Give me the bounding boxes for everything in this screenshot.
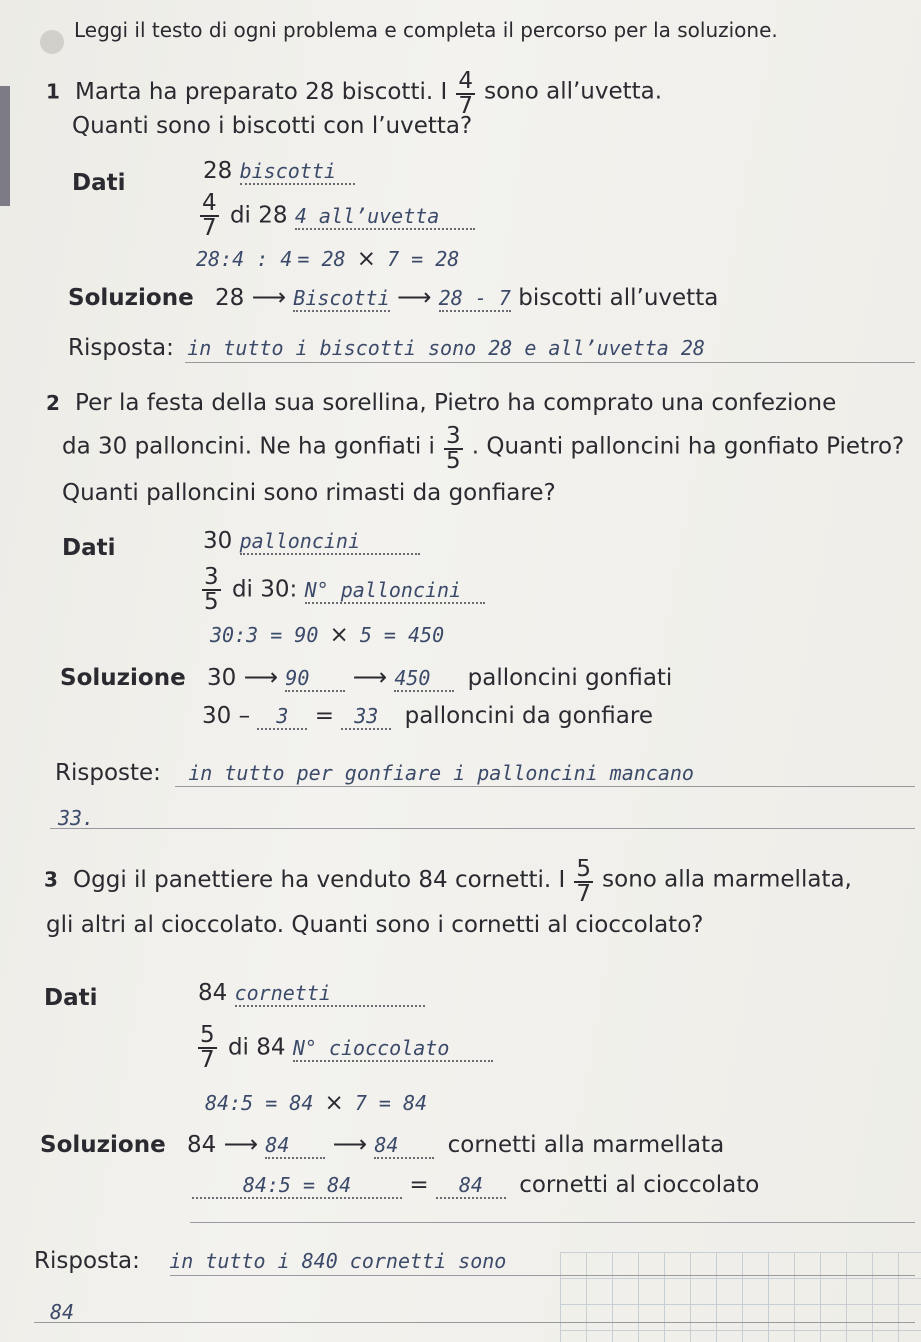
handwritten-answer: Biscotti	[293, 286, 390, 310]
subtraction-row	[202, 703, 653, 730]
arrow-right-icon: ⟶	[332, 1130, 368, 1158]
handwritten-answer: 84	[436, 1173, 506, 1199]
dato-value: 30	[203, 528, 233, 554]
sub-start: 30 –	[202, 703, 251, 729]
problem-2-statement	[46, 390, 836, 416]
problem-question: Quanti palloncini sono rimasti da gonfiare?	[62, 480, 556, 506]
times-sign: ×	[324, 1090, 344, 1116]
handwritten-work: 5 = 450	[359, 623, 445, 647]
work-line	[196, 246, 459, 272]
work-line	[205, 1090, 427, 1116]
soluzione-row	[68, 283, 718, 312]
risposta-label: Risposta:	[34, 1248, 140, 1274]
answer-line	[170, 1275, 915, 1276]
sol-end: palloncini gonfiati	[467, 665, 673, 691]
handwritten-answer: 84	[265, 1133, 325, 1159]
times-sign: ×	[356, 246, 376, 272]
soluzione-label: Soluzione	[68, 285, 194, 311]
handwritten-answer: cornetti	[235, 981, 425, 1007]
risposta-label: Risposta:	[68, 335, 174, 361]
soluzione-row	[40, 1130, 724, 1159]
handwritten-answer: 84	[374, 1133, 434, 1159]
answer-line	[50, 828, 915, 829]
problem-text: Per la festa della sua sorellina, Pietro ha comprato una confezione	[75, 390, 837, 416]
subtraction-row	[192, 1172, 759, 1199]
side-tab	[0, 86, 10, 206]
problem-text: Oggi il panettiere ha venduto 84 cornetti. I	[73, 866, 566, 893]
dato-2	[194, 1024, 493, 1072]
handwritten-answer: N° palloncini	[305, 578, 485, 604]
work-line	[210, 622, 444, 648]
problem-question: Quanti sono i biscotti con l’uvetta?	[72, 113, 473, 139]
handwritten-answer: 90	[285, 666, 345, 692]
fraction: $\frac{3}{5}$	[446, 423, 461, 474]
problem-text: da 30 palloncini. Ne ha gonfiati i	[62, 433, 435, 460]
fraction: $\frac{4}{7}$	[458, 68, 473, 119]
dato-text: di 28	[229, 202, 288, 229]
handwritten-answer: 33	[341, 704, 391, 730]
problem-text: Marta ha preparato 28 biscotti. I	[75, 78, 448, 105]
problem-number: 1	[46, 79, 60, 104]
equals-sign: =	[409, 1172, 429, 1198]
handwritten-work: 28:4 : 4	[196, 247, 293, 271]
dati-label: Dati	[62, 535, 116, 561]
fraction: $\frac{4}{7}$	[202, 190, 217, 241]
risposta-row	[34, 1248, 506, 1274]
handwritten-answer: N° cioccolato	[293, 1036, 493, 1062]
answer-line	[185, 362, 915, 363]
sol-end: biscotti all’uvetta	[518, 285, 719, 311]
arrow-right-icon: ⟶	[251, 283, 286, 311]
answer-line	[190, 1222, 915, 1223]
handwritten-work: = 28	[297, 247, 346, 271]
fraction: $\frac{3}{5}$	[204, 564, 219, 615]
dato-value: 84	[198, 980, 228, 1006]
dati-label: Dati	[72, 170, 126, 196]
problem-number: 3	[44, 867, 58, 892]
instructions: Leggi il testo di ogni problema e completa il percorso per la soluzione.	[74, 18, 778, 42]
problem-1-statement	[46, 70, 662, 118]
arrow-right-icon: ⟶	[223, 1130, 258, 1158]
handwritten-answer: palloncini	[240, 529, 420, 555]
sol-end: cornetti alla marmellata	[447, 1132, 725, 1158]
dato-1	[203, 528, 420, 555]
arrow-right-icon: ⟶	[396, 283, 432, 311]
dato-text: di 84	[227, 1034, 286, 1061]
risposta-row	[55, 760, 694, 786]
risposta-row	[68, 335, 705, 361]
sol-start: 30	[206, 665, 237, 691]
handwritten-answer: 450	[394, 666, 454, 692]
problem-3-statement	[44, 858, 852, 906]
handwritten-work: 7 = 84	[354, 1091, 428, 1115]
risposta-label: Risposte:	[55, 760, 161, 786]
equals-sign: =	[314, 703, 334, 729]
punch-hole	[40, 30, 64, 54]
handwritten-answer: 84:5 = 84	[192, 1173, 402, 1199]
sol-start: 84	[186, 1132, 217, 1158]
sol-start: 28	[214, 285, 245, 311]
handwritten-work: 30:3 = 90	[210, 623, 319, 647]
answer-line	[34, 1322, 915, 1323]
fraction: $\frac{5}{7}$	[576, 856, 592, 907]
times-sign: ×	[329, 622, 349, 648]
dato-1	[198, 980, 425, 1007]
handwritten-answer: 28 - 7	[438, 286, 511, 310]
dato-text: di 30:	[231, 576, 298, 603]
dato-2	[196, 192, 475, 240]
fraction: $\frac{5}{7}$	[200, 1022, 215, 1073]
dato-1	[203, 158, 355, 185]
sub-end: cornetti al cioccolato	[519, 1172, 760, 1198]
handwritten-answer: 4 all’uvetta	[295, 204, 475, 230]
answer-line	[175, 786, 915, 787]
arrow-right-icon: ⟶	[352, 663, 388, 691]
problem-number: 2	[46, 391, 60, 415]
problem-text: sono alla marmellata,	[602, 866, 852, 893]
handwritten-work: 7 = 28	[387, 247, 460, 271]
problem-text: . Quanti palloncini ha gonfiato Pietro?	[471, 433, 905, 460]
handwritten-answer: in tutto i 840 cornetti sono	[169, 1249, 507, 1273]
soluzione-label: Soluzione	[60, 665, 186, 691]
handwritten-answer: 84	[50, 1300, 75, 1324]
dati-label: Dati	[44, 985, 98, 1011]
soluzione-row	[60, 663, 672, 692]
problem-2-statement-line2	[62, 425, 904, 473]
soluzione-label: Soluzione	[40, 1132, 166, 1158]
handwritten-answer: 33.	[58, 806, 95, 830]
handwritten-work: 84:5 = 84	[205, 1091, 314, 1115]
sub-end: palloncini da gonfiare	[404, 703, 653, 729]
handwritten-answer: in tutto per gonfiare i palloncini mancano	[188, 761, 694, 785]
dato-value: 28	[203, 158, 233, 184]
problem-question: gli altri al cioccolato. Quanti sono i cornetti al cioccolato?	[46, 912, 704, 938]
handwritten-answer: biscotti	[240, 159, 355, 185]
grid-paper	[560, 1252, 921, 1342]
handwritten-answer: 3	[257, 704, 307, 730]
arrow-right-icon: ⟶	[243, 663, 278, 691]
dato-2	[198, 566, 485, 614]
handwritten-answer: in tutto i biscotti sono 28 e all’uvetta 28	[187, 336, 705, 360]
problem-text: sono all’uvetta.	[484, 78, 663, 105]
